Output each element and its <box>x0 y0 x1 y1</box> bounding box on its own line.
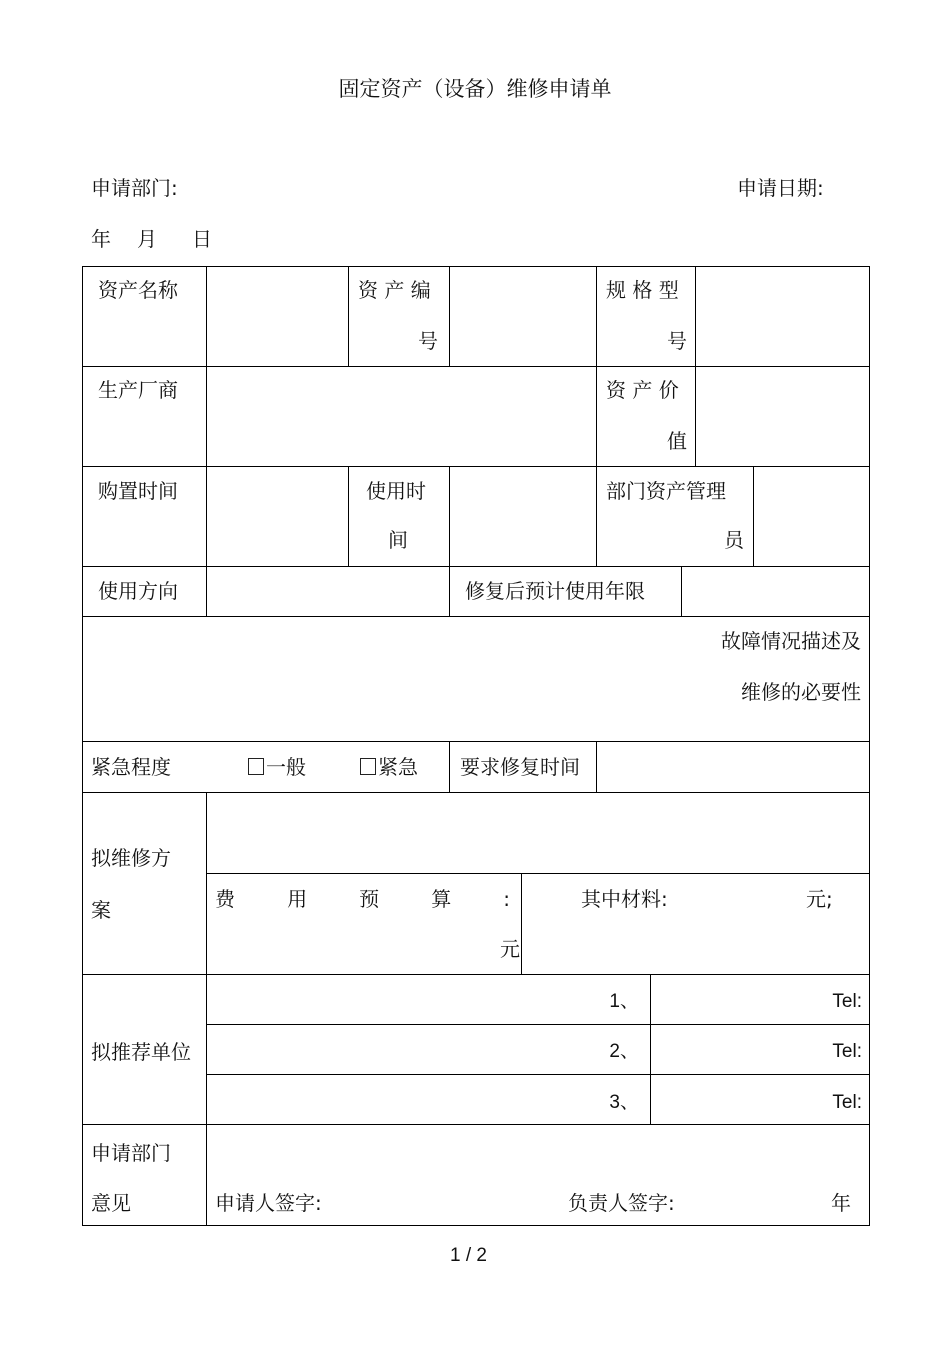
table-rule <box>521 873 522 974</box>
table-rule <box>596 741 597 792</box>
page-number: 1 / 2 <box>450 1245 487 1266</box>
fault-desc-label-line1: 故障情况描述及 <box>721 629 861 653</box>
use-direction-label: 使用方向 <box>98 579 178 603</box>
table-rule <box>82 974 870 975</box>
use-time-label-line2: 间 <box>388 528 408 552</box>
table-border-bottom <box>82 1225 870 1226</box>
asset-no-label-line2: 号 <box>418 329 438 353</box>
table-rule <box>82 566 870 567</box>
recommend-tel-1: Tel: <box>832 991 862 1012</box>
budget-label <box>215 889 510 909</box>
urgency-urgent-checkbox[interactable] <box>360 758 376 775</box>
apply-dept-label: 申请部门: <box>91 176 178 200</box>
budget-char: : <box>503 887 510 911</box>
table-rule <box>449 741 450 792</box>
table-rule <box>753 466 754 566</box>
table-rule <box>449 266 450 366</box>
table-rule <box>206 266 207 616</box>
urgency-label: 紧急程度 <box>91 755 171 779</box>
dept-opinion-label-line1: 申请部门 <box>91 1141 171 1165</box>
table-rule <box>82 792 870 793</box>
sign-year-label: 年 <box>831 1191 851 1215</box>
table-rule <box>695 266 696 466</box>
urgency-urgent-option[interactable] <box>360 757 418 777</box>
budget-char: 算 <box>431 887 452 911</box>
applicant-sign-label: 申请人签字: <box>215 1191 322 1215</box>
recommend-no-2: 2、 <box>609 1041 639 1062</box>
repair-plan-label-line2: 案 <box>91 898 111 922</box>
recommend-no-1: 1、 <box>609 991 639 1012</box>
budget-char: 预 <box>359 887 380 911</box>
table-rule <box>206 1074 870 1075</box>
table-rule <box>348 466 349 566</box>
date-day-label: 日 <box>192 227 212 251</box>
table-border-top <box>82 266 870 267</box>
dept-asset-admin-label-line1: 部门资产管理 <box>606 479 726 503</box>
leader-sign-label: 负责人签字: <box>568 1191 675 1215</box>
material-label: 其中材料: <box>581 887 668 911</box>
table-border-right <box>869 266 870 1226</box>
budget-char: 费 <box>215 887 235 911</box>
required-time-label: 要求修复时间 <box>460 755 580 779</box>
apply-date-label: 申请日期: <box>737 176 824 200</box>
recommend-tel-2: Tel: <box>832 1041 862 1062</box>
recommend-no-3: 3、 <box>609 1092 639 1113</box>
table-rule <box>82 616 870 617</box>
urgency-urgent-label: 紧急 <box>378 755 418 779</box>
table-rule <box>206 1024 870 1025</box>
page-title: 固定资产（设备）维修申请单 <box>338 77 612 101</box>
date-month-label: 月 <box>137 227 157 251</box>
recommend-label: 拟推荐单位 <box>91 1040 191 1064</box>
table-rule <box>681 566 682 616</box>
table-rule <box>82 366 870 367</box>
table-rule <box>82 466 870 467</box>
asset-name-label: 资产名称 <box>98 278 178 302</box>
urgency-normal-option[interactable] <box>248 757 306 777</box>
fault-desc-label-line2: 维修的必要性 <box>741 680 861 704</box>
use-time-label-line1: 使用时 <box>366 479 426 503</box>
asset-no-label-line1: 资 产 编 <box>358 278 431 302</box>
manufacturer-label: 生产厂商 <box>98 378 178 402</box>
material-unit: 元; <box>806 887 833 911</box>
asset-value-label-line1: 资 产 价 <box>606 378 679 402</box>
table-rule <box>206 873 870 874</box>
table-border-left <box>82 266 83 1226</box>
urgency-normal-label: 一般 <box>266 755 306 779</box>
budget-unit: 元 <box>500 937 520 961</box>
spec-label-line2: 号 <box>667 329 687 353</box>
table-rule <box>348 266 349 366</box>
budget-char: 用 <box>287 887 308 911</box>
purchase-time-label: 购置时间 <box>98 479 178 503</box>
dept-asset-admin-label-line2: 员 <box>724 528 744 552</box>
urgency-normal-checkbox[interactable] <box>248 758 264 775</box>
table-rule <box>596 266 597 566</box>
table-rule <box>206 792 207 1225</box>
date-year-label: 年 <box>91 227 111 251</box>
table-rule <box>650 974 651 1124</box>
repair-plan-label-line1: 拟维修方 <box>91 846 171 870</box>
dept-opinion-label-line2: 意见 <box>91 1191 131 1215</box>
spec-label-line1: 规 格 型 <box>606 278 679 302</box>
table-rule <box>82 1124 870 1125</box>
post-repair-years-label: 修复后预计使用年限 <box>465 579 645 603</box>
recommend-tel-3: Tel: <box>832 1092 862 1113</box>
asset-value-label-line2: 值 <box>667 429 687 453</box>
table-rule <box>82 741 870 742</box>
table-rule <box>449 466 450 616</box>
